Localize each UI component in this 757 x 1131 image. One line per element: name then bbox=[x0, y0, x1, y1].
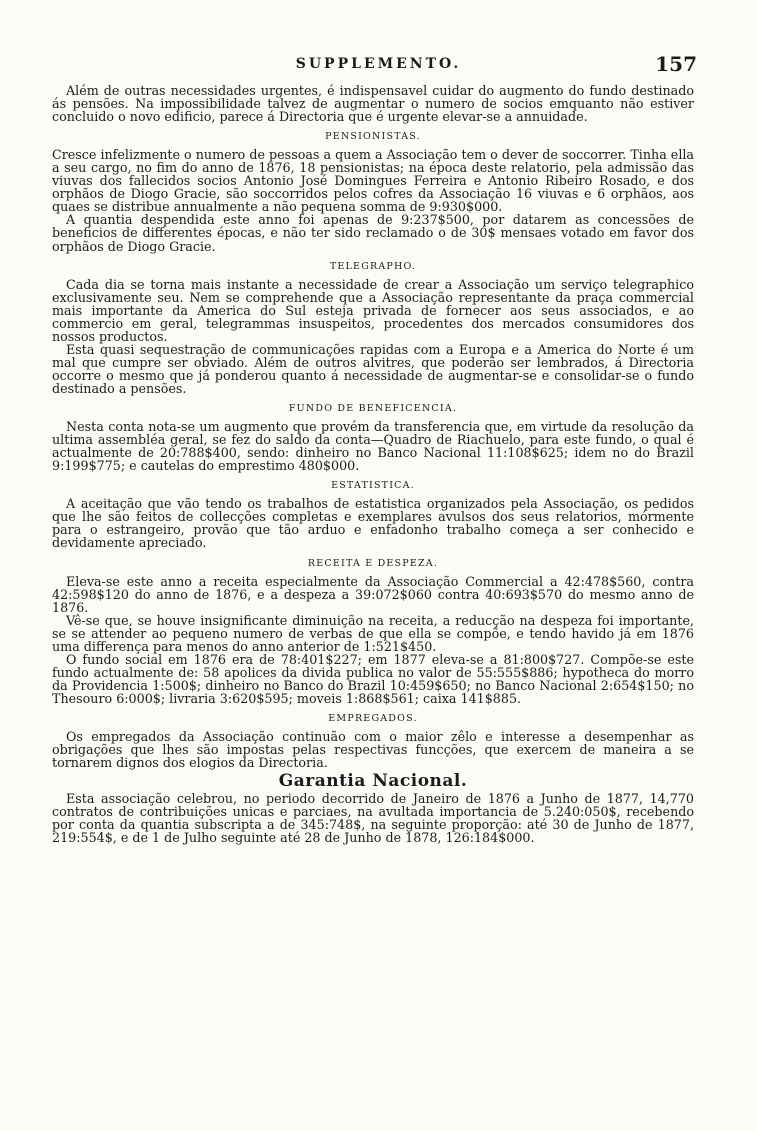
paragraph: Eleva-se este anno a receita especialmente da Associação Commercial a 42:478$560, contra 42:598$120 do anno de 1876, e a despeza a 39:072$060 contra 40:693$570 do mesmo anno de 1876. bbox=[52, 573, 694, 615]
section-receita-e-despeza bbox=[52, 557, 694, 706]
section-heading: TELEGRAPHO. bbox=[329, 260, 417, 272]
section-fundo-de-beneficencia bbox=[52, 402, 694, 472]
paragraph: A quantia despendida este anno foi apenas de 9:237$500, por datarem as concessões de beneficios de differentes épocas, e não ter sido reclamado o de 30$ mensaes votado em favor dos orphãos de Diogo Gracie. bbox=[52, 212, 694, 254]
paragraph: Vê-se que, se houve insignificante diminuição na receita, a reducção na despeza foi importante, se se attender ao pequeno numero de verbas de que ella se compõe, e tendo havido já em 1876 uma differença para menos do anno anterior de 1:521$450. bbox=[52, 612, 694, 654]
paragraph: Esta associação celebrou, no periodo decorrido de Janeiro de 1876 a Junho de 1877, 14,770 contratos de contribuições unicas e parciaes, na avultada importancia de 5.240:050$, recebendo por conta da quantia subscripta a de 345:748$, na seguinte proporção: até 30 de Junho de 1877, 219:554$, e de 1 de Julho seguinte até 28 de Junho de 1878, 126:184$000. bbox=[52, 791, 694, 846]
section-garantia-nacional bbox=[52, 771, 694, 846]
paragraph: Esta quasi sequestração de communicações rapidas com a Europa e a America do Norte é um mal que cumpre ser obviado. Além de outros alvitres, que poderão ser lembrados, á Directoria occorre o mesmo que já ponderou quanto á necessidade de augmentar-se e consolidar-se o fundo destinado a pensões. bbox=[52, 341, 694, 396]
paragraph: Além de outras necessidades urgentes, é indispensavel cuidar do augmento do fundo destinado ás pensões. Na impossibilidade talvez de augmentar o numero de socios emquanto não estiver concluido o novo edificio, parece á Directoria que é urgente elevar-se a annuidade. bbox=[52, 83, 694, 125]
section-empregados bbox=[52, 712, 694, 769]
paragraph: O fundo social em 1876 era de 78:401$227; em 1877 eleva-se a 81:800$727. Compõe-se este fundo actualmente de: 58 apolices da divida publica no valor de 55:555$886; hypotheca do morro da Providencia 1:500$; dinheiro no Banco do Brazil 10:459$650; no Banco Nacional 2:654$150; no Thesouro 6:000$; livraria 3:620$595; moveis 1:868$561; caixa 141$885. bbox=[52, 651, 694, 706]
section-intro bbox=[52, 84, 694, 123]
section-estatistica bbox=[52, 479, 694, 549]
section-pensionistas bbox=[52, 130, 694, 252]
page-header bbox=[0, 52, 757, 80]
section-heading: PENSIONISTAS. bbox=[325, 131, 421, 143]
page-number: 157 bbox=[655, 52, 697, 76]
section-telegrapho bbox=[52, 260, 694, 395]
paragraph: Nesta conta nota-se um augmento que provém da transferencia que, em virtude da resolução da ultima assembléa geral, se fez do saldo da conta—Quadro de Riachuelo, para este fundo, o qual é actualmente de 20:788$400, sendo: dinheiro no Banco Nacional 11:108$625; idem no do Brazil 9:199$775; e cautelas do emprestimo 480$000. bbox=[52, 419, 694, 474]
section-heading: FUNDO DE BENEFICENCIA. bbox=[288, 403, 458, 415]
section-heading: RECEITA E DESPEZA. bbox=[307, 557, 439, 569]
page-body bbox=[52, 84, 694, 844]
section-heading: ESTATISTICA. bbox=[331, 480, 415, 492]
paragraph: Cada dia se torna mais instante a necessidade de crear a Associação um serviço telegraphico exclusivamente seu. Nem se comprehende que a Associação representante da praça commercial mais importante da America do Sul esteja privada de fornecer aos seus associados, e ao commercio em geral, telegrammas insuspeitos, procedentes dos mercados consumidores dos nossos productos. bbox=[52, 276, 694, 344]
paragraph: Cresce infelizmente o numero de pessoas a quem a Associação tem o dever de soccorrer. Tinha ella a seu cargo, no fim do anno de 1876, 18 pensionistas; na época deste relatorio, pela admissão das viuvas dos fallecidos socios Antonio José Domingues Ferreira e Antonio Ribeiro Rosado, e dos orphãos de Diogo Gracie, são soccorridos pelos cofres da Associação 16 viuvas e 6 orphãos, aos quaes se distribue annualmente a não pequena somma de 9:930$000. bbox=[52, 147, 694, 215]
paragraph: Os empregados da Associação continuão com o maior zêlo e interesse a desempenhar as obrigações que lhes são impostas pelas respectivas funcções, que exercem de maneira a se tornarem dignos dos elogios da Directoria. bbox=[52, 729, 694, 771]
section-heading: EMPREGADOS. bbox=[328, 713, 418, 725]
paragraph: A aceitação que vão tendo os trabalhos de estatistica organizados pela Associação, os pedidos que lhe são feitos de collecções completas e exemplares avulsos dos seus relatorios, mórmente para o estrangeiro, provão que tão arduo e enfadonho trabalho começa a ser conhecido e devidamente apreciado. bbox=[52, 496, 694, 551]
section-heading-major: Garantia Nacional. bbox=[278, 771, 468, 792]
running-title: SUPPLEMENTO. bbox=[295, 56, 462, 72]
